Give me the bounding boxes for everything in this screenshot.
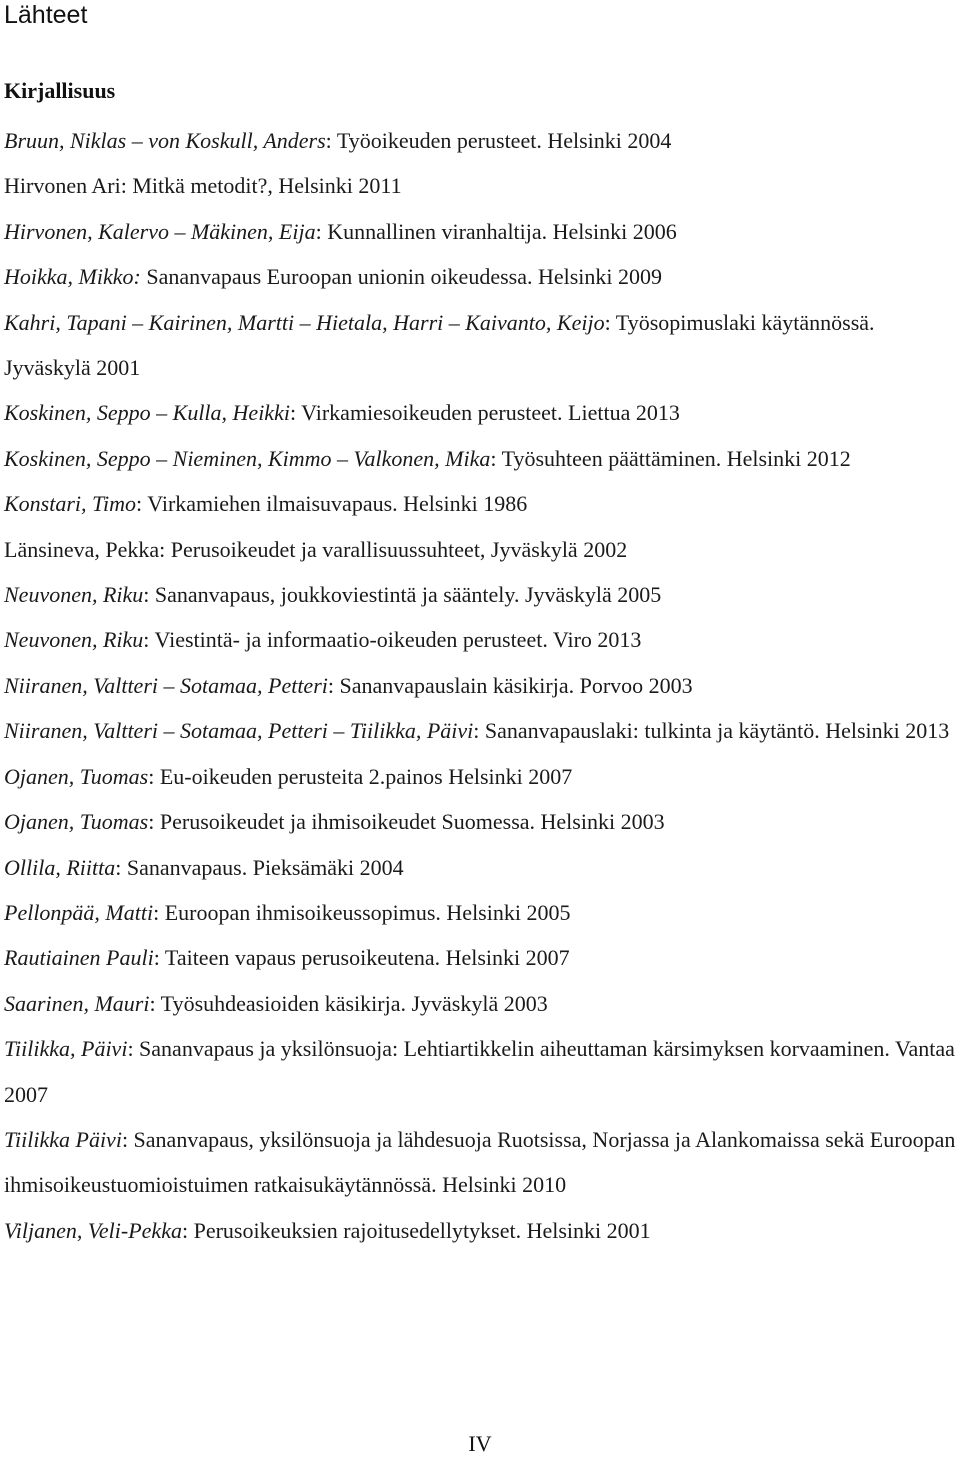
reference-item — [4, 436, 956, 481]
reference-details: : Viestintä- ja informaatio-oikeuden perusteet. Viro 2013 — [143, 627, 642, 653]
reference-details: : Euroopan ihmisoikeussopimus. Helsinki 2005 — [153, 899, 571, 925]
page-title: Lähteet — [4, 1, 88, 29]
reference-details: : Työsopimuslaki käytännössä. Jyväskylä 2001 — [4, 309, 875, 381]
reference-item — [4, 1208, 956, 1253]
reference-details: : Eu-oikeuden perusteita 2.painos Helsinki 2007 — [148, 763, 573, 789]
reference-details: : Työsuhdeasioiden käsikirja. Jyväskylä 2003 — [149, 990, 548, 1016]
reference-authors: Neuvonen, Riku — [4, 582, 144, 608]
reference-authors: Ollila, Riitta — [4, 854, 116, 880]
reference-details: : Työoikeuden perusteet. Helsinki 2004 — [325, 128, 672, 153]
reference-authors: Rautiainen Pauli — [4, 945, 154, 971]
reference-details: : Sananvapaus ja yksilönsuoja: Lehtiartikkelin aiheuttaman kärsimyksen korvaaminen. Vantaa 2007 — [4, 1036, 955, 1107]
reference-item — [4, 799, 956, 844]
reference-authors: Saarinen, Mauri — [4, 990, 150, 1016]
reference-item — [4, 390, 956, 435]
reference-authors: Koskinen, Seppo – Kulla, Heikki — [4, 400, 290, 426]
reference-details: : Taiteen vapaus perusoikeutena. Helsinki 2007 — [153, 945, 570, 971]
reference-authors: Pellonpää, Matti — [4, 899, 154, 925]
reference-authors: Konstari, Timo — [4, 491, 137, 517]
reference-details: : Sananvapaus, joukkoviestintä ja sääntely. Jyväskylä 2005 — [143, 582, 662, 608]
reference-item — [4, 935, 956, 980]
reference-authors: Viljanen, Veli-Pekka — [4, 1217, 182, 1243]
section-heading: Kirjallisuus — [4, 78, 116, 103]
reference-authors: Ojanen, Tuomas — [4, 763, 149, 789]
reference-details: Hirvonen Ari: Mitkä metodit?, Helsinki 2011 — [4, 173, 402, 199]
reference-authors: Hirvonen, Kalervo – Mäkinen, Eija — [4, 218, 316, 244]
reference-authors: Hoikka, Mikko: — [4, 264, 141, 290]
reference-item — [4, 572, 956, 617]
reference-item — [4, 209, 956, 254]
reference-details: : Perusoikeudet ja ihmisoikeudet Suomessa. Helsinki 2003 — [148, 809, 665, 835]
page-number: IV — [468, 1431, 492, 1456]
reference-authors: Kahri, Tapani – Kairinen, Martti – Hietala, Harri – Kaivanto, Keijo — [4, 309, 605, 335]
reference-item — [4, 663, 956, 708]
reference-item — [4, 1117, 956, 1208]
reference-authors: Niiranen, Valtteri – Sotamaa, Petteri – Tiilikka, Päivi — [4, 718, 474, 744]
reference-details: : Kunnallinen viranhaltija. Helsinki 2006 — [315, 218, 677, 244]
reference-authors: Niiranen, Valtteri – Sotamaa, Petteri — [4, 672, 328, 698]
reference-details: : Sananvapauslaki: tulkinta ja käytäntö. Helsinki 2013 — [473, 718, 950, 744]
reference-item — [4, 617, 956, 662]
reference-item — [4, 754, 956, 799]
reference-item — [4, 481, 956, 526]
reference-details: : Virkamiesoikeuden perusteet. Liettua 2013 — [289, 400, 680, 426]
reference-item — [4, 118, 956, 163]
reference-item — [4, 981, 956, 1026]
reference-item — [4, 254, 956, 299]
reference-item — [4, 300, 956, 391]
reference-item — [4, 527, 956, 572]
reference-item — [4, 163, 956, 208]
reference-details: : Sananvapaus, yksilönsuoja ja lähdesuoja Ruotsissa, Norjassa ja Alankomaissa sekä Euroopan ihmisoikeustuomioistuimen ratkaisukäytännössä. Helsinki 2010 — [4, 1126, 956, 1198]
reference-authors: Ojanen, Tuomas — [4, 809, 149, 835]
reference-details: Länsineva, Pekka: Perusoikeudet ja varallisuussuhteet, Jyväskylä 2002 — [4, 536, 628, 562]
reference-item — [4, 845, 956, 890]
reference-authors: Bruun, Niklas – von Koskull, Anders — [4, 128, 326, 153]
reference-details: Sananvapaus Euroopan unionin oikeudessa. Helsinki 2009 — [140, 264, 663, 290]
reference-authors: Neuvonen, Riku — [4, 627, 144, 653]
reference-details: : Perusoikeuksien rajoitusedellytykset. Helsinki 2001 — [181, 1217, 651, 1243]
reference-details: : Työsuhteen päättäminen. Helsinki 2012 — [490, 445, 851, 471]
reference-item — [4, 890, 956, 935]
reference-authors: Tiilikka Päivi — [4, 1126, 122, 1152]
reference-authors: Tiilikka, Päivi — [4, 1036, 128, 1062]
reference-details: : Sananvapaus. Pieksämäki 2004 — [115, 854, 404, 880]
reference-list — [4, 118, 956, 1253]
reference-details: : Sananvapauslain käsikirja. Porvoo 2003 — [327, 672, 693, 698]
reference-authors: Koskinen, Seppo – Nieminen, Kimmo – Valkonen, Mika — [4, 445, 491, 471]
reference-item — [4, 1026, 956, 1117]
reference-details: : Virkamiehen ilmaisuvapaus. Helsinki 1986 — [136, 491, 528, 517]
reference-item — [4, 708, 956, 753]
